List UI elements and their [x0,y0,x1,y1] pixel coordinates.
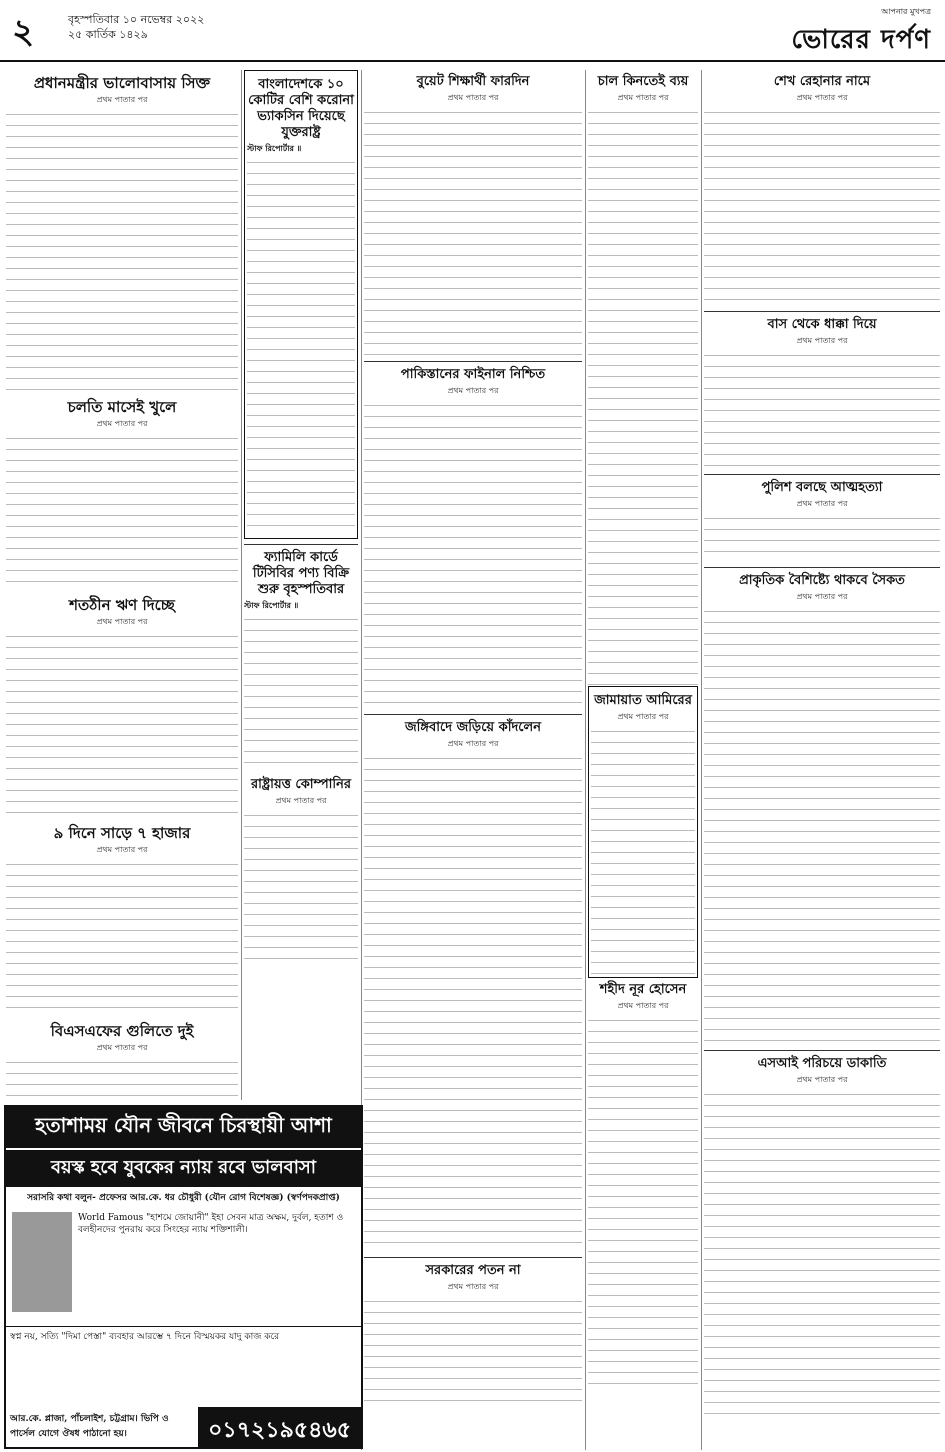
column-divider [241,70,242,1100]
ad-phone: ০১৭২১৯৫৪৬৫ [198,1407,361,1447]
page-number: ২ [12,12,35,52]
article-body [364,752,582,1252]
article-body [6,108,238,394]
continuation-ref: প্রথম পাতার পর [796,592,848,601]
article-body [6,630,238,820]
column-4 [588,70,698,1440]
byline: স্টাফ রিপোর্টার ॥ [244,600,299,610]
headline: ফ্যামিলি কার্ডে টিসিবির পণ্য বিক্রি শুরু বৃহস্পতিবার [252,550,350,597]
column-divider [701,70,702,1450]
weekday-date: বৃহস্পতিবার ১০ নভেম্বর ২০২২ [68,13,205,26]
continuation-ref: প্রথম পাতার পর [96,419,148,428]
divider [364,1257,582,1258]
headline: বিএসএফের গুলিতে দুই [50,1022,194,1040]
headline: বাংলাদেশকে ১০ কোটির বেশি করোনা ভ্যাকসিন দিয়েছে যুক্তরাষ্ট্র [248,77,354,140]
continuation-ref: প্রথম পাতার পর [796,93,848,102]
article-body [704,512,940,562]
continuation-ref: প্রথম পাতার পর [96,95,148,104]
continuation-ref: প্রথম পাতার পর [96,845,148,854]
masthead-title: ভোরের দর্পণ [791,25,931,55]
article-body [364,399,582,709]
byline: স্টাফ রিপোর্টার ॥ [247,143,302,153]
headline: চলতি মাসেই খুলে [67,398,177,416]
headline: সরকারের পতন না [425,1263,521,1278]
headline: বুয়েট শিক্ষার্থী ফারদিন [416,74,530,89]
divider [704,1050,940,1051]
continuation-ref: প্রথম পাতার পর [796,336,848,345]
masthead [791,6,931,63]
column-3 [364,70,582,1440]
headline: চাল কিনতেই ব্যয় [597,74,689,89]
continuation-ref: প্রথম পাতার পর [617,1001,669,1010]
headline: পাকিস্তানের ফাইনাল নিশ্চিত [400,367,546,382]
advertisement [4,1105,363,1449]
article-body [6,858,238,1018]
article-body [247,156,355,536]
ad-subheadline: বয়স্ক হবে যুবকের ন্যায় রবে ভালবাসা [6,1150,361,1187]
headline: পুলিশ বলছে আত্মহত্যা [761,480,883,495]
divider [704,567,940,568]
article-body [244,613,358,773]
continuation-ref: প্রথম পাতার পর [617,712,669,721]
continuation-ref: প্রথম পাতার পর [447,739,499,748]
article-body [364,1295,582,1405]
headline: প্রধানমন্ত্রীর ভালোবাসায় সিক্ত [33,74,211,92]
article-body [704,1088,940,1418]
divider [364,361,582,362]
article-body [588,1014,698,1394]
ad-doctor: সরাসরি কথা বলুন- প্রফেসর আর.কে. ধর চৌধুরী (যৌন রোগ বিশেষজ্ঞ) (স্বর্ণপদকপ্রাপ্ত) [27,1193,340,1203]
divider [364,714,582,715]
article-body [704,349,940,469]
continuation-ref: প্রথম পাতার পর [96,1043,148,1052]
continuation-ref: প্রথম পাতার পর [96,617,148,626]
article-body [591,725,695,975]
column-divider [585,70,586,1450]
article-body [364,106,582,356]
continuation-ref: প্রথম পাতার পর [447,386,499,395]
headline: রাষ্ট্রায়ত্ত কোম্পানির [250,777,352,792]
ad-tagline: স্বপ্ন নয়, সত্যি "দিমা পেস্তা" ব্যবহার আরম্ভে ৭ দিনে বিস্ময়কর যাদু কাজ করে [6,1326,361,1347]
divider [244,544,358,545]
headline: শেখ রেহানার নামে [773,74,871,89]
date-block [68,12,204,42]
ad-body [6,1208,361,1326]
bangla-date: ২৫ কার্তিক ১৪২৯ [68,28,148,41]
headline: ৯ দিনে সাড়ে ৭ হাজার [53,824,191,842]
article-body [704,106,940,306]
continuation-ref: প্রথম পাতার পর [617,93,669,102]
boxed-story [588,686,698,978]
continuation-ref: প্রথম পাতার পর [447,1282,499,1291]
headline: প্রাকৃতিক বৈশিষ্ট্যে থাকবে সৈকত [739,573,905,588]
continuation-ref: প্রথম পাতার পর [796,499,848,508]
column-5 [704,70,940,1440]
ad-address: আর.কে. প্লাজা, পাঁচলাইশ, চট্টগ্রাম। ভিপি ও পার্সেল যোগে ঔষধ পাঠানো হয়। [10,1414,169,1439]
continuation-ref: প্রথম পাতার পর [447,93,499,102]
article-body [6,432,238,592]
headline: শহীদ নূর হোসেন [599,982,687,997]
headline: এসআই পরিচয়ে ডাকাতি [757,1056,887,1071]
ad-headline: হতাশাময় যৌন জীবনে চিরস্থায়ী আশা [6,1107,361,1148]
headline: বাস থেকে ধাক্কা দিয়ে [767,317,877,332]
article-body [704,605,940,1045]
masthead-tagline: আপনার মুখপত্র [881,7,931,16]
ad-text: World Famous "হাশমে জোয়ানী" ইহা সেবন মাত্র অক্ষম, দুর্বল, হতাশ ও বলহীনদের পুনরায় করে সিংহের ন্যায় শক্তিশালী। [78,1213,344,1235]
continuation-ref: প্রথম পাতার পর [275,796,327,805]
headline: শতঠীন ঋণ দিচ্ছে [69,596,175,614]
divider [704,474,940,475]
doctor-photo [12,1212,72,1312]
headline: জঙ্গিবাদে জড়িয়ে কাঁদলেন [405,720,541,735]
page-header [0,0,945,62]
continuation-ref: প্রথম পাতার পর [796,1075,848,1084]
headline: জামায়াত আমিরের [594,693,692,708]
article-body [244,809,358,969]
article-body [588,106,698,686]
divider [704,311,940,312]
boxed-story [244,70,358,539]
ad-contact [6,1407,361,1447]
